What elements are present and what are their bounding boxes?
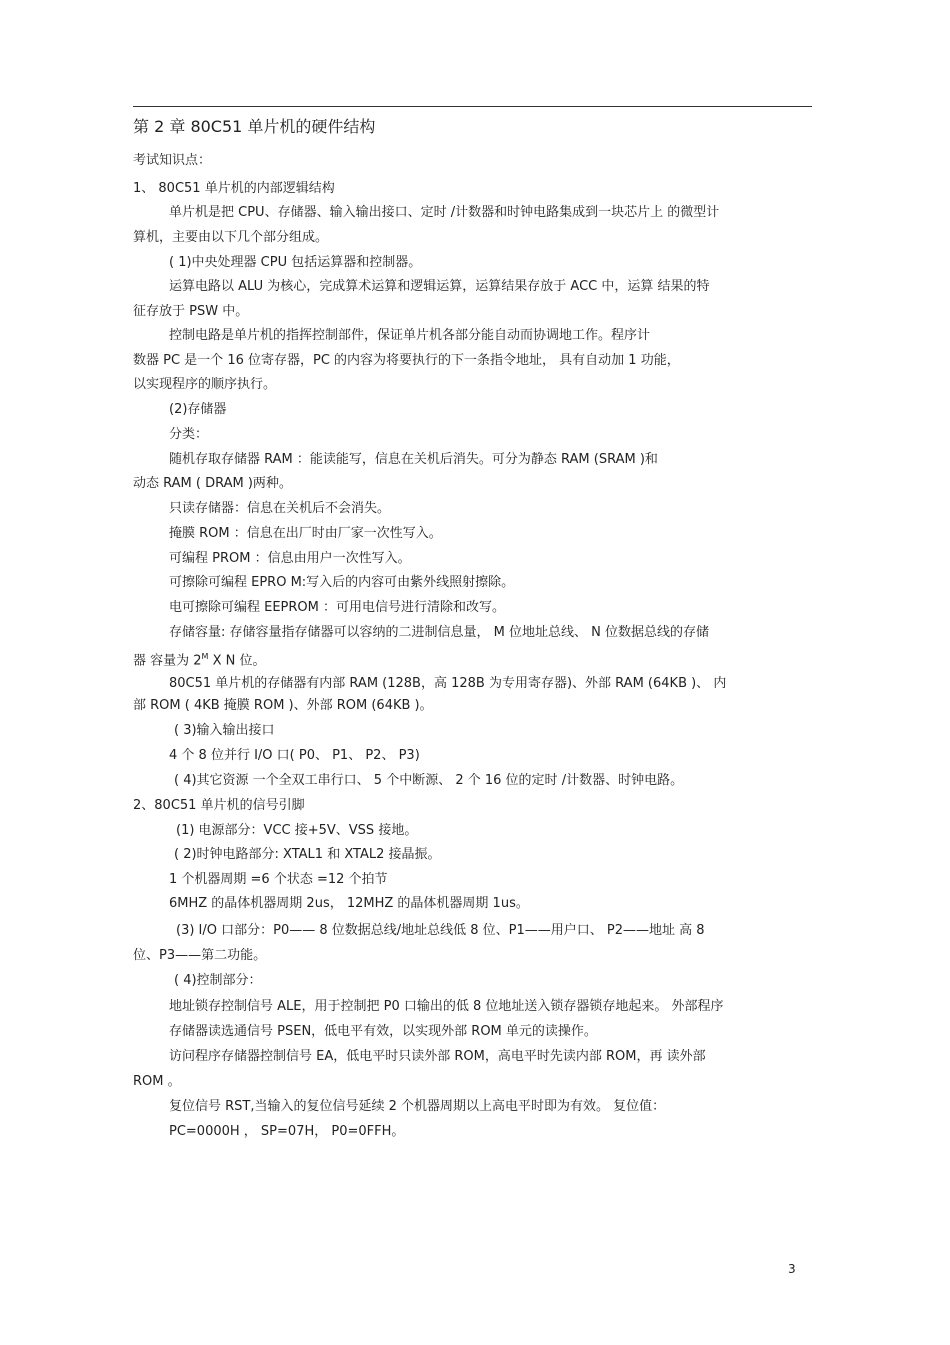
text-line: ( 2)时钟电路部分: XTAL1 和 XTAL2 接晶振。 <box>174 847 441 862</box>
text-line: ( 4)其它资源 一个全双工串行口、 5 个中断源、 2 个 16 位的定时 /计数器、时钟电路。 <box>174 773 684 788</box>
text-line: 算机，主要由以下几个部分组成。 <box>133 230 329 245</box>
header-rule <box>133 106 812 107</box>
text-line: 动态 RAM ( DRAM )两种。 <box>133 476 292 491</box>
capacity-text: 器 容量为 2 <box>133 653 202 669</box>
text-line: 单片机是把 CPU、存储器、输入输出接口、定时 /计数器和时钟电路集成到一块芯片上 的微型计 <box>169 205 720 220</box>
text-line: 部 ROM ( 4KB 掩膜 ROM )、外部 ROM (64KB )。 <box>133 698 433 713</box>
text-line: 6MHZ 的晶体机器周期 2us， 12MHZ 的晶体机器周期 1us。 <box>169 896 529 911</box>
capacity-text-end: X N 位。 <box>208 653 266 669</box>
text-line: 存储容量: 存储容量指存储器可以容纳的二进制信息量， M 位地址总线、 N 位数据总线的存储 <box>169 625 709 640</box>
text-line: 掩膜 ROM ：信息在出厂时由厂家一次性写入。 <box>169 526 442 541</box>
text-line: 随机存取存储器 RAM ：能读能写，信息在关机后消失。可分为静态 RAM (SRAM )和 <box>169 452 658 467</box>
text-line: (3) I/O 口部分：P0—— 8 位数据总线/地址总线低 8 位、P1——用户口、 P2——地址 高 8 <box>176 923 705 938</box>
text-line: (2)存储器 <box>169 402 227 417</box>
text-line: ( 1)中央处理器 CPU 包括运算器和控制器。 <box>169 255 422 270</box>
text-line: (1) 电源部分：VCC 接+5V、VSS 接地。 <box>176 823 418 838</box>
text-line: ( 3)输入输出接口 <box>174 723 275 738</box>
section-heading: 1、 80C51 单片机的内部逻辑结构 <box>133 181 335 196</box>
text-line: 访问程序存储器控制信号 EA，低电平时只读外部 ROM，高电平时先读内部 ROM，再 读外部 <box>169 1049 706 1064</box>
text-line: ROM 。 <box>133 1074 181 1089</box>
text-line: 可擦除可编程 EPRO M:写入后的内容可由紫外线照射擦除。 <box>169 575 515 590</box>
text-line: 80C51 单片机的存储器有内部 RAM (128B，高 128B 为专用寄存器)、外部 RAM (64KB )、 内 <box>169 676 727 691</box>
text-line <box>133 648 265 670</box>
text-line: 存储器读选通信号 PSEN，低电平有效，以实现外部 ROM 单元的读操作。 <box>169 1024 597 1039</box>
text-line: 征存放于 PSW 中。 <box>133 304 249 319</box>
text-line: 位、P3——第二功能。 <box>133 948 267 963</box>
section-heading: 2、80C51 单片机的信号引脚 <box>133 798 305 813</box>
capacity-exponent: M <box>201 652 209 661</box>
text-line: 1 个机器周期 =6 个状态 =12 个拍节 <box>169 872 388 887</box>
text-line: 以实现程序的顺序执行。 <box>133 377 277 392</box>
page-number: 3 <box>788 1262 796 1276</box>
text-line: 地址锁存控制信号 ALE，用于控制把 P0 口输出的低 8 位地址送入锁存器锁存地起来。 外部程序 <box>169 999 724 1014</box>
text-line: 4 个 8 位并行 I/O 口( P0、 P1、 P2、 P3) <box>169 748 420 763</box>
text-line: 考试知识点： <box>133 153 212 168</box>
text-line: 数器 PC 是一个 16 位寄存器，PC 的内容为将要执行的下一条指令地址， 具有自动加 1 功能， <box>133 353 680 368</box>
chapter-title: 第 2 章 80C51 单片机的硬件结构 <box>133 117 376 136</box>
text-line: 可编程 PROM ：信息由用户一次性写入。 <box>169 551 411 566</box>
text-line: 复位信号 RST,当输入的复位信号延续 2 个机器周期以上高电平时即为有效。 复位值： <box>169 1099 666 1114</box>
text-line: PC=0000H ， SP=07H， P0=0FFH。 <box>169 1124 405 1139</box>
text-line: 控制电路是单片机的指挥控制部件，保证单片机各部分能自动而协调地工作。程序计 <box>169 328 651 343</box>
text-line: 分类： <box>169 427 209 442</box>
text-line: 运算电路以 ALU 为核心，完成算术运算和逻辑运算，运算结果存放于 ACC 中，运算 结果的特 <box>169 279 710 294</box>
text-line: 只读存储器：信息在关机后不会消失。 <box>169 501 391 516</box>
text-line: 电可擦除可编程 EEPROM ：可用电信号进行清除和改写。 <box>169 600 506 615</box>
text-line: ( 4)控制部分： <box>174 973 262 988</box>
